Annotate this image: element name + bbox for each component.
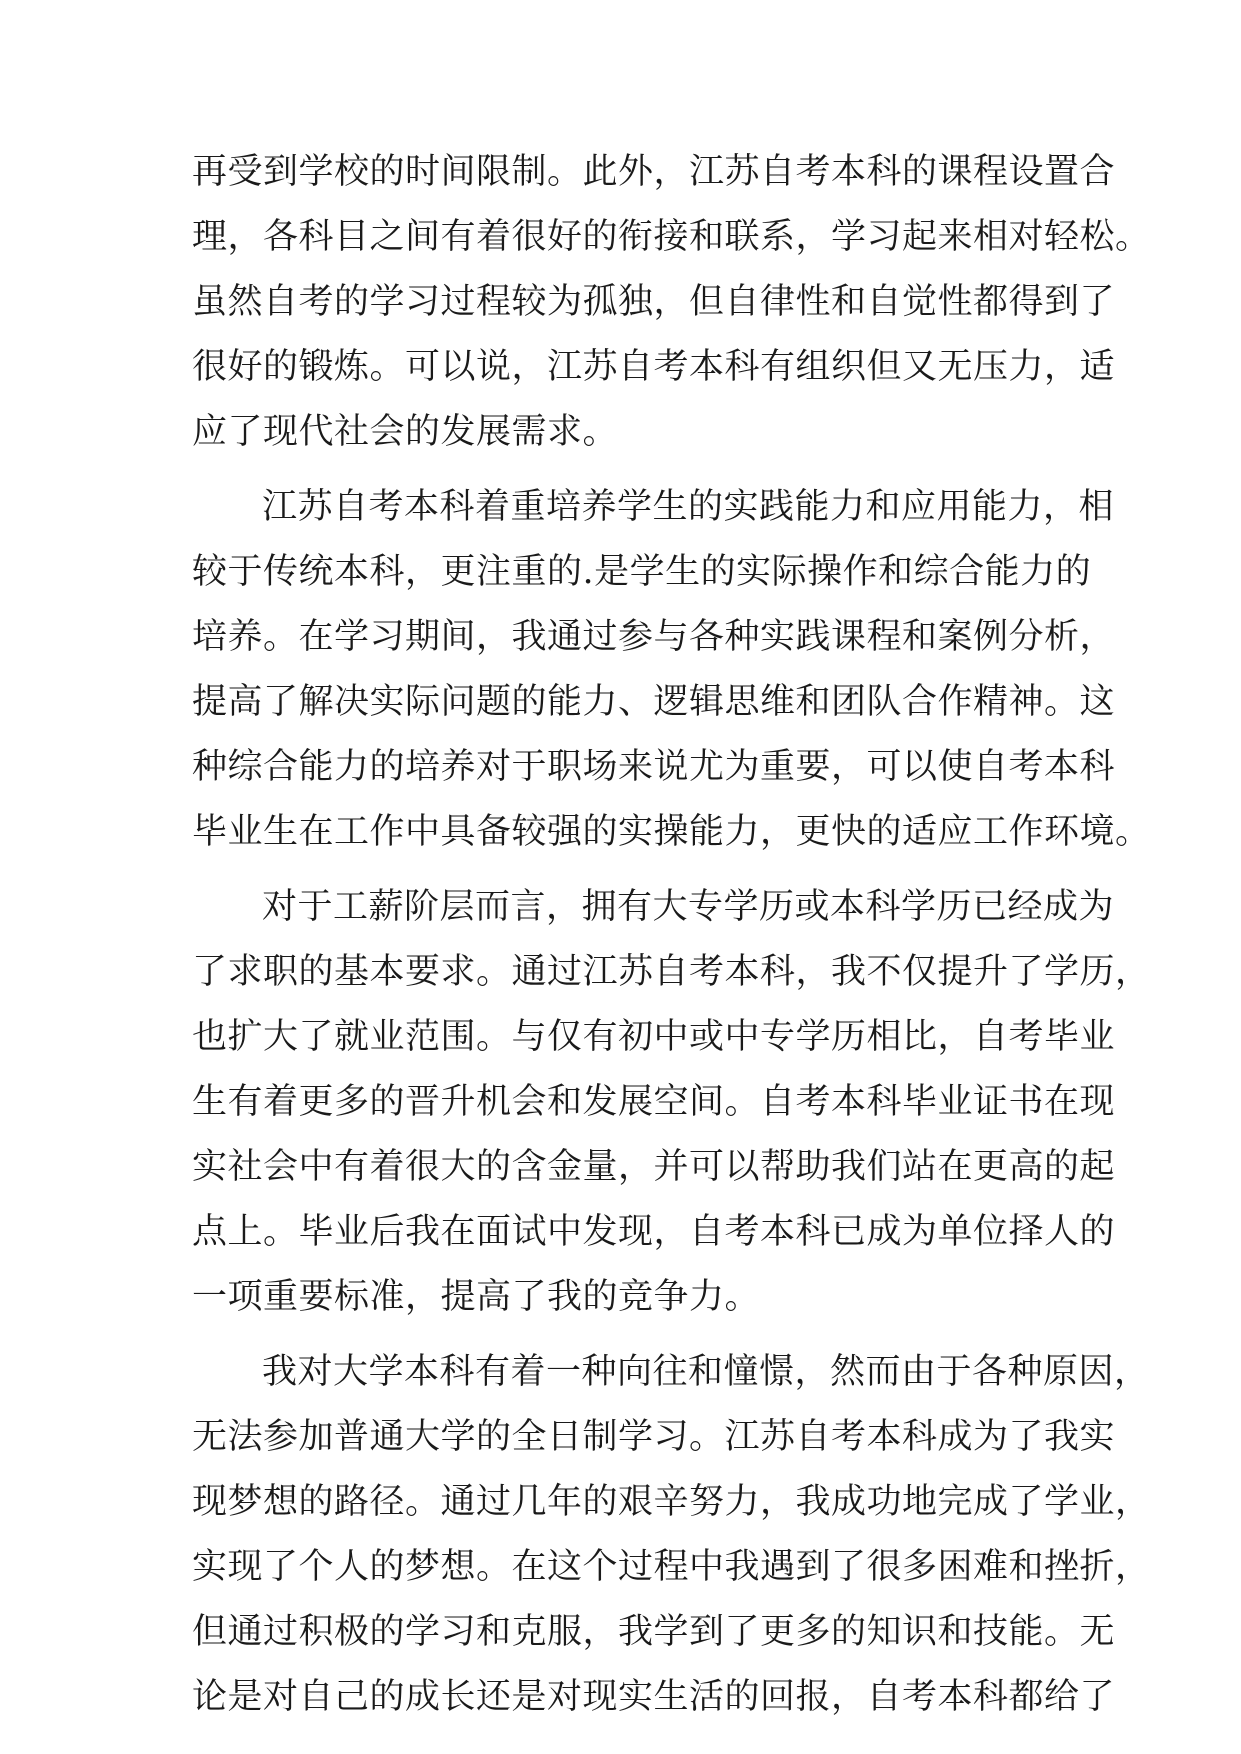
text-line: 培养。在学习期间，我通过参与各种实践课程和案例分析， xyxy=(192,617,1116,657)
text-line: 应了现代社会的发展需求。 xyxy=(192,412,619,452)
text-line: 毕业生在工作中具备较强的实操能力，更快的适应工作环境。 xyxy=(192,812,1151,852)
text-line: 实社会中有着很大的含金量，并可以帮助我们站在更高的起 xyxy=(192,1147,1116,1187)
text-line: 一项重要标准，提高了我的竞争力。 xyxy=(192,1277,761,1317)
paragraph xyxy=(192,140,1151,465)
paragraph xyxy=(192,875,1151,1330)
text-line: 实现了个人的梦想。在这个过程中我遇到了很多困难和挫折， xyxy=(192,1547,1151,1587)
text-line: 现梦想的路径。通过几年的艰辛努力，我成功地完成了学业， xyxy=(192,1482,1151,1522)
paragraph xyxy=(192,1340,1151,1730)
text-line: 对于工薪阶层而言，拥有大专学历或本科学历已经成为 xyxy=(262,887,1115,927)
text-line: 无法参加普通大学的全日制学习。江苏自考本科成为了我实 xyxy=(192,1417,1116,1457)
text-line: 理，各科目之间有着很好的衔接和联系，学习起来相对轻松。 xyxy=(192,217,1151,257)
paragraph xyxy=(192,475,1151,865)
text-line: 但通过积极的学习和克服，我学到了更多的知识和技能。无 xyxy=(192,1612,1116,1652)
text-line: 也扩大了就业范围。与仅有初中或中专学历相比，自考毕业 xyxy=(192,1017,1116,1057)
text-line: 论是对自己的成长还是对现实生活的回报，自考本科都给了 xyxy=(192,1677,1116,1717)
body-text xyxy=(192,140,1151,1730)
text-line: 点上。毕业后我在面试中发现，自考本科已成为单位择人的 xyxy=(192,1212,1116,1252)
text-line: 江苏自考本科着重培养学生的实践能力和应用能力，相 xyxy=(262,487,1115,527)
text-line: 了求职的基本要求。通过江苏自考本科，我不仅提升了学历， xyxy=(192,952,1151,992)
text-line: 很好的锻炼。可以说，江苏自考本科有组织但又无压力，适 xyxy=(192,347,1116,387)
text-line: 提高了解决实际问题的能力、逻辑思维和团队合作精神。这 xyxy=(192,682,1116,722)
text-line: 再受到学校的时间限制。此外，江苏自考本科的课程设置合 xyxy=(192,152,1116,192)
text-line: 我对大学本科有着一种向往和憧憬，然而由于各种原因， xyxy=(262,1352,1150,1392)
text-line: 种综合能力的培养对于职场来说尤为重要，可以使自考本科 xyxy=(192,747,1116,787)
text-line: 生有着更多的晋升机会和发展空间。自考本科毕业证书在现 xyxy=(192,1082,1116,1122)
text-line: 虽然自考的学习过程较为孤独，但自律性和自觉性都得到了 xyxy=(192,282,1116,322)
text-line: 较于传统本科，更注重的.是学生的实际操作和综合能力的 xyxy=(192,552,1092,592)
